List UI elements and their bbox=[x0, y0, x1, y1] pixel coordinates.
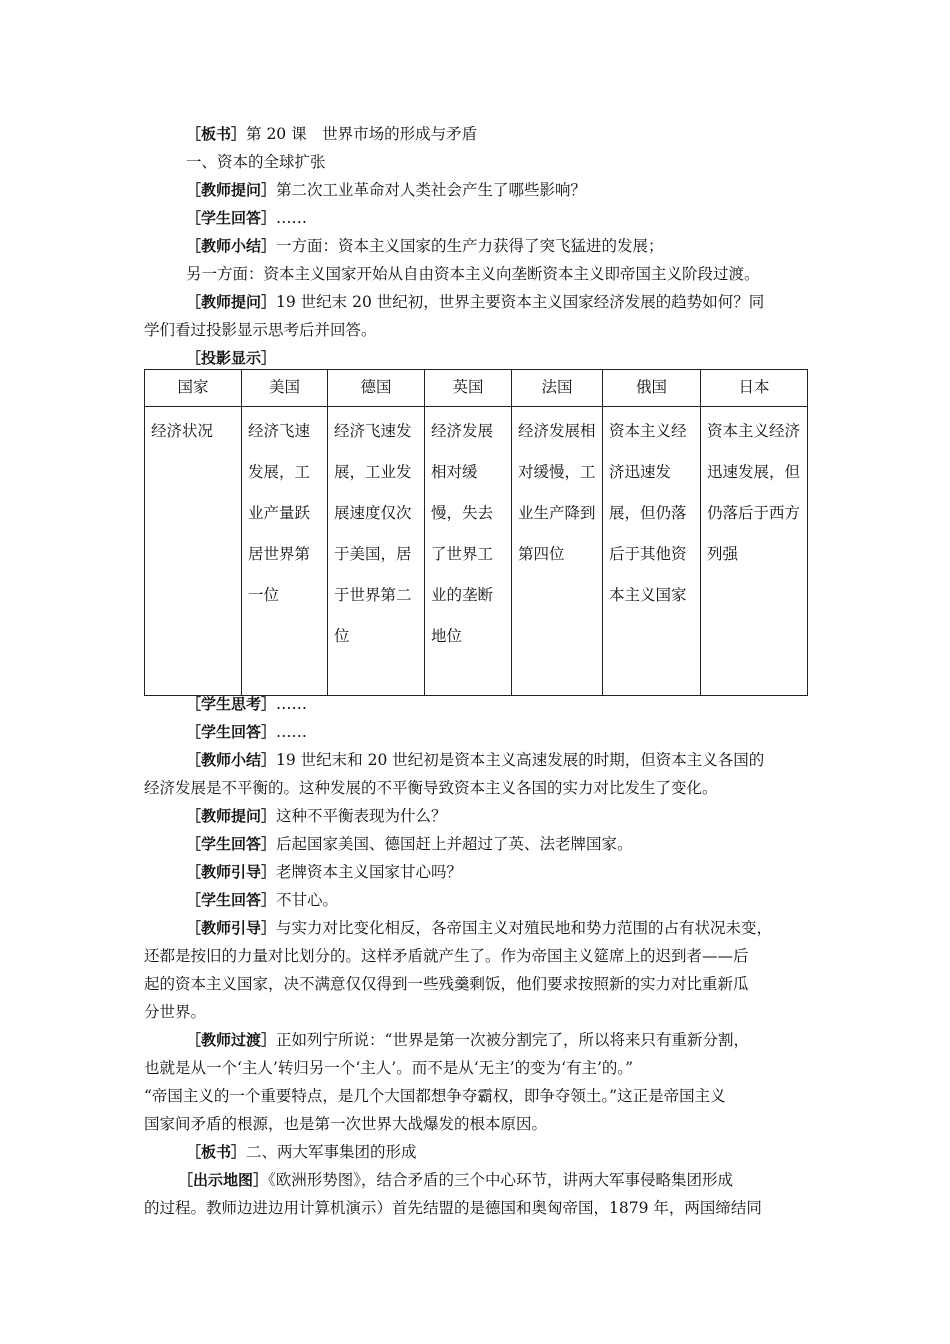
line-text: 第二次工业革命对人类社会产生了哪些影响？ bbox=[276, 181, 587, 199]
section-tag: ［教师提问］ bbox=[186, 807, 277, 825]
line-text: 起的资本主义国家，决不满意仅仅得到一些残羹剩饭，他们要求按照新的实力对比重新瓜 bbox=[144, 975, 749, 993]
table-row bbox=[145, 407, 808, 696]
text-line bbox=[144, 1086, 726, 1106]
text-line bbox=[178, 1170, 733, 1190]
section-tag: ［教师提问］ bbox=[186, 293, 277, 311]
table-cell: 经济飞速发展，工业产量跃居世界第一位 bbox=[242, 407, 328, 696]
line-text: 一方面：资本主义国家的生产力获得了突飞猛进的发展； bbox=[276, 237, 664, 255]
text-line bbox=[186, 694, 307, 714]
economy-table bbox=[144, 369, 808, 696]
text-line bbox=[186, 862, 462, 882]
header-cell: 俄国 bbox=[603, 370, 701, 407]
table-header-row bbox=[145, 370, 808, 407]
text-line bbox=[186, 918, 772, 938]
text-line bbox=[144, 1058, 633, 1078]
line-text: 另一方面：资本主义国家开始从自由资本主义向垄断资本主义即帝国主义阶段过渡。 bbox=[186, 265, 760, 283]
line-text: 学们看过投影显示思考后并回答。 bbox=[144, 321, 377, 339]
line-text: …… bbox=[276, 695, 308, 713]
line-text: …… bbox=[276, 209, 308, 227]
section-tag: ［投影显示］ bbox=[186, 349, 277, 367]
section-tag: ［教师引导］ bbox=[186, 863, 277, 881]
line-text: 第 20 课 世界市场的形成与矛盾 bbox=[246, 125, 478, 143]
line-text: 分世界。 bbox=[144, 1003, 207, 1021]
line-text: 国家间矛盾的根源，也是第一次世界大战爆发的根本原因。 bbox=[144, 1115, 548, 1133]
text-line bbox=[144, 974, 749, 994]
section-tag: ［教师小结］ bbox=[186, 237, 277, 255]
table-cell: 经济发展相对缓慢，工业生产降到第四位 bbox=[512, 407, 603, 696]
text-line bbox=[144, 320, 377, 340]
line-text: 还都是按旧的力量对比划分的。这样矛盾就产生了。作为帝国主义筵席上的迟到者——后 bbox=[144, 947, 749, 965]
text-line bbox=[144, 946, 749, 966]
section-tag: ［教师过渡］ bbox=[186, 1031, 277, 1049]
text-line bbox=[186, 264, 760, 284]
section-tag: ［板书］ bbox=[186, 125, 247, 143]
line-text: 19 世纪末 20 世纪初，世界主要资本主义国家经济发展的趋势如何？同 bbox=[276, 293, 765, 311]
text-line bbox=[186, 750, 764, 770]
section-tag: ［学生回答］ bbox=[186, 891, 277, 909]
section-tag: ［板书］ bbox=[186, 1143, 247, 1161]
line-text: 19 世纪末和 20 世纪初是资本主义高速发展的时期，但资本主义各国的 bbox=[276, 751, 765, 769]
table-cell: 经济发展相对缓慢，失去了世界工业的垄断地位 bbox=[425, 407, 512, 696]
line-text: 二、两大军事集团的形成 bbox=[246, 1143, 417, 1161]
header-cell: 日本 bbox=[701, 370, 808, 407]
table-cell: 资本主义经济迅速发展，但仍落后于西方列强 bbox=[701, 407, 808, 696]
section-tag: ［出示地图］ bbox=[178, 1171, 269, 1189]
line-text: 也就是从一个‘主人’转归另一个‘主人’。而不是从‘无主’的变为‘有主’的。” bbox=[144, 1059, 634, 1077]
line-text: 《欧洲形势图》，结合矛盾的三个中心环节，讲两大军事侵略集团形成 bbox=[268, 1171, 734, 1189]
text-line bbox=[186, 834, 633, 854]
line-text: 后起国家美国、德国赶上并超过了英、法老牌国家。 bbox=[276, 835, 633, 853]
line-text: “帝国主义的一个重要特点，是几个大国都想争夺霸权，即争夺领土。”这正是帝国主义 bbox=[144, 1087, 726, 1105]
line-text: 老牌资本主义国家甘心吗？ bbox=[276, 863, 463, 881]
text-line bbox=[186, 806, 447, 826]
text-line bbox=[144, 1114, 547, 1134]
text-line bbox=[186, 152, 326, 172]
section-tag: ［学生回答］ bbox=[186, 835, 277, 853]
text-line bbox=[186, 348, 276, 368]
table-cell: 经济飞速发展，工业发展速度仅次于美国，居于世界第二位 bbox=[328, 407, 425, 696]
text-line bbox=[186, 722, 307, 742]
section-tag: ［学生思考］ bbox=[186, 695, 277, 713]
header-cell: 英国 bbox=[425, 370, 512, 407]
header-cell: 美国 bbox=[242, 370, 328, 407]
text-line bbox=[186, 208, 307, 228]
line-text: 与实力对比变化相反，各帝国主义对殖民地和势力范围的占有状况未变， bbox=[276, 919, 773, 937]
text-line bbox=[186, 1142, 417, 1162]
text-line bbox=[144, 1002, 206, 1022]
table-cell: 资本主义经济迅速发展，但仍落后于其他资本主义国家 bbox=[603, 407, 701, 696]
text-line bbox=[186, 292, 764, 312]
section-tag: ［学生回答］ bbox=[186, 723, 277, 741]
section-tag: ［教师引导］ bbox=[186, 919, 277, 937]
section-tag: ［学生回答］ bbox=[186, 209, 277, 227]
text-line bbox=[186, 180, 586, 200]
line-text: 的过程。教师边进边用计算机演示）首先结盟的是德国和奥匈帝国，1879 年，两国缔结同 bbox=[144, 1199, 762, 1217]
line-text: 这种不平衡表现为什么？ bbox=[276, 807, 447, 825]
header-cell: 法国 bbox=[512, 370, 603, 407]
text-line bbox=[144, 1198, 762, 1218]
line-text: 正如列宁所说：“世界是第一次被分割完了，所以将来只有重新分割， bbox=[276, 1031, 749, 1049]
line-text: …… bbox=[276, 723, 308, 741]
text-line bbox=[186, 124, 477, 144]
text-line bbox=[186, 890, 338, 910]
table-cell: 经济状况 bbox=[145, 407, 242, 696]
header-cell: 国家 bbox=[145, 370, 242, 407]
text-line bbox=[186, 1030, 749, 1050]
text-line bbox=[144, 778, 718, 798]
line-text: 经济发展是不平衡的。这种发展的不平衡导致资本主义各国的实力对比发生了变化。 bbox=[144, 779, 718, 797]
line-text: 不甘心。 bbox=[276, 891, 339, 909]
section-tag: ［教师小结］ bbox=[186, 751, 277, 769]
section-tag: ［教师提问］ bbox=[186, 181, 277, 199]
header-cell: 德国 bbox=[328, 370, 425, 407]
text-line bbox=[186, 236, 664, 256]
line-text: 一、资本的全球扩张 bbox=[186, 153, 326, 171]
